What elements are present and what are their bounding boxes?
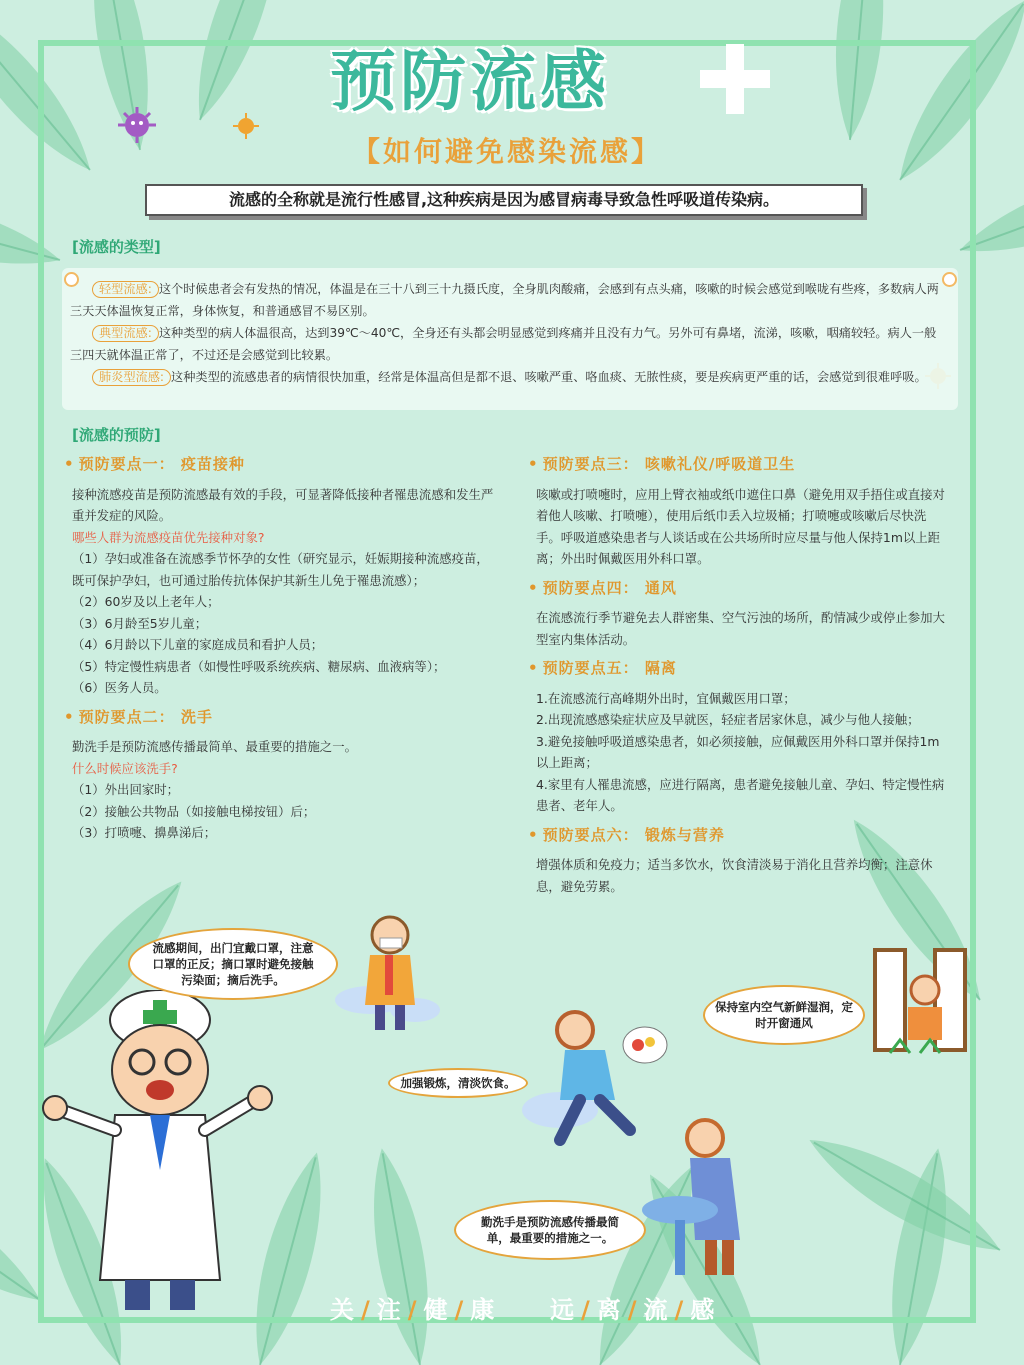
doctor-illustration xyxy=(20,990,280,1320)
wash-tip-text: 勤洗手是预防流感传播最简单，最重要的措施之一。 xyxy=(481,1215,619,1245)
plus-icon xyxy=(700,44,770,114)
types-section-label: [流感的类型] xyxy=(72,238,161,256)
window-illustration xyxy=(870,945,970,1060)
footer-char: 关 xyxy=(330,1296,357,1324)
p4-heading: • 预防要点四： 通风 xyxy=(528,578,948,600)
type-item xyxy=(70,366,940,388)
p1-question: 哪些人群为流感疫苗优先接种对象? xyxy=(72,529,265,545)
p1-heading: • 预防要点一： 疫苗接种 xyxy=(64,454,494,476)
footer-char: 感 xyxy=(690,1296,718,1324)
ventilate-tip-bubble xyxy=(703,985,865,1045)
mask-tip-bubble xyxy=(128,928,338,1000)
exercise-tip-bubble xyxy=(388,1068,528,1098)
p2-item: （1）外出回家时； xyxy=(72,782,180,797)
type-text: 这种类型的流感患者的病情很快加重，经常是体温高但是都不退、咳嗽严重、咯血痰、无脓性痰，要是疾病更严重的话，会感觉到很难呼吸。 xyxy=(171,370,927,384)
type-text: 这个时候患者会有发热的情况，体温是在三十八到三十九摄氏度，全身肌肉酸痛，会感到有点头痛，咳嗽的时候会感觉到喉咙有些疼，多数病人两三天天体温恢复正常，身体恢复，和普通感冒不易区别。 xyxy=(70,282,939,318)
p5-item: 1.在流感流行高峰期外出时，宜佩戴医用口罩； xyxy=(536,690,796,706)
p6-text: 增强体质和免疫力；适当多饮水，饮食清淡易于消化且营养均衡；注意休息，避免劳累。 xyxy=(536,857,933,894)
footer-char: 远 xyxy=(550,1296,578,1324)
page-title xyxy=(330,28,610,123)
p5-item: 2.出现流感感染症状应及早就医，轻症者居家休息，减少与他人接触； xyxy=(536,712,920,727)
p5-heading: • 预防要点五： 隔离 xyxy=(528,658,948,680)
prevention-right-column xyxy=(528,454,948,897)
prevention-left-column xyxy=(64,454,494,844)
type-tag: 肺炎型流感: xyxy=(92,369,171,386)
ventilate-tip-text: 保持室内空气新鲜湿润，定时开窗通风 xyxy=(715,1000,853,1030)
p1-intro: 接种流感疫苗是预防流感最有效的手段，可显著降低接种者罹患流感和发生严重并发症的风险。 xyxy=(72,486,494,523)
title-text: 预防流感 xyxy=(330,43,610,120)
intro-banner: 流感的全称就是流行性感冒,这种疾病是因为感冒病毒导致急性呼吸道传染病。 xyxy=(145,184,863,216)
p1-item: （6）医务人员。 xyxy=(72,680,167,695)
types-list xyxy=(70,278,940,388)
wash-tip-bubble xyxy=(454,1200,646,1260)
person-with-mask-illustration xyxy=(330,910,440,1040)
p2-heading: • 预防要点二： 洗手 xyxy=(64,707,494,729)
subtitle: 【如何避免感染流感】 xyxy=(352,135,663,168)
type-tag: 典型流感: xyxy=(92,325,159,342)
p2-question: 什么时候应该洗手? xyxy=(72,760,178,776)
handwashing-illustration xyxy=(640,1110,750,1280)
footer-slogan: 关 / 注 / 健 / 康 远 / 离 / 流 / 感 xyxy=(330,1296,718,1324)
exercise-tip-text: 加强锻炼，清淡饮食。 xyxy=(400,1076,516,1090)
p6-heading: • 预防要点六： 锻炼与营养 xyxy=(528,825,948,847)
footer-char: 康 xyxy=(470,1296,498,1324)
type-item xyxy=(70,278,940,322)
p5-item: 4.家里有人罹患流感，应进行隔离，患者避免接触儿童、孕妇、特定慢性病患者、老年人。 xyxy=(536,776,945,813)
type-tag: 轻型流感: xyxy=(92,281,159,298)
p4-text: 在流感流行季节避免去人群密集、空气污浊的场所，酌情减少或停止参加大型室内集体活动。 xyxy=(536,610,945,647)
p3-text: 咳嗽或打喷嚏时，应用上臂衣袖或纸巾遮住口鼻（避免用双手捂住或直接对着他人咳嗽、打喷嚏），使用后纸巾丢入垃圾桶；打喷嚏或咳嗽后尽快洗手。呼吸道感染患者与人谈话或在公共场所时应尽量与他人保持1m以上距离；外出时佩戴医用外科口罩。 xyxy=(536,486,945,566)
virus-icon xyxy=(112,105,162,145)
p2-intro: 勤洗手是预防流感传播最简单、最重要的措施之一。 xyxy=(72,739,357,754)
prevention-section-label: [流感的预防] xyxy=(72,426,161,444)
p3-heading: • 预防要点三： 咳嗽礼仪/呼吸道卫生 xyxy=(528,454,948,476)
footer-char: 离 xyxy=(596,1296,624,1324)
type-item xyxy=(70,322,940,366)
p5-item: 3.避免接触呼吸道感染患者，如必须接触，应佩戴医用外科口罩并保持1m以上距离； xyxy=(536,733,940,770)
footer-char: 流 xyxy=(643,1296,671,1324)
p1-item: （5）特定慢性病患者（如慢性呼吸系统疾病、糖尿病、血液病等）； xyxy=(72,658,446,674)
p1-item: （3）6月龄至5岁儿童； xyxy=(72,615,208,631)
p1-item: （2）60岁及以上老年人； xyxy=(72,594,220,609)
p2-item: （3）打喷嚏、擤鼻涕后； xyxy=(72,825,217,840)
mask-tip-text: 流感期间，出门宜戴口罩，注意口罩的正反；摘口罩时避免接触污染面；摘后洗手。 xyxy=(152,941,314,987)
p1-item: （4）6月龄以下儿童的家庭成员和看护人员； xyxy=(72,637,324,652)
type-text: 这种类型的病人体温很高，达到39℃～40℃，全身还有头都会明显感觉到疼痛并且没有力气。另外可有鼻堵，流涕，咳嗽，咽痛较轻。病人一般三四天就体温正常了，不过还是会感觉到比较累。 xyxy=(70,326,937,362)
decorative-dot xyxy=(942,272,957,287)
p1-item: （1）孕妇或准备在流感季节怀孕的女性（研究显示，妊娠期接种流感疫苗，既可保护孕妇，也可通过胎传抗体保护其新生儿免于罹患流感）； xyxy=(72,551,489,588)
footer-char: 健 xyxy=(423,1296,451,1324)
footer-char: 注 xyxy=(376,1296,404,1324)
p2-item: （2）接触公共物品（如接触电梯按钮）后； xyxy=(72,803,316,819)
virus-small-icon xyxy=(232,112,260,140)
